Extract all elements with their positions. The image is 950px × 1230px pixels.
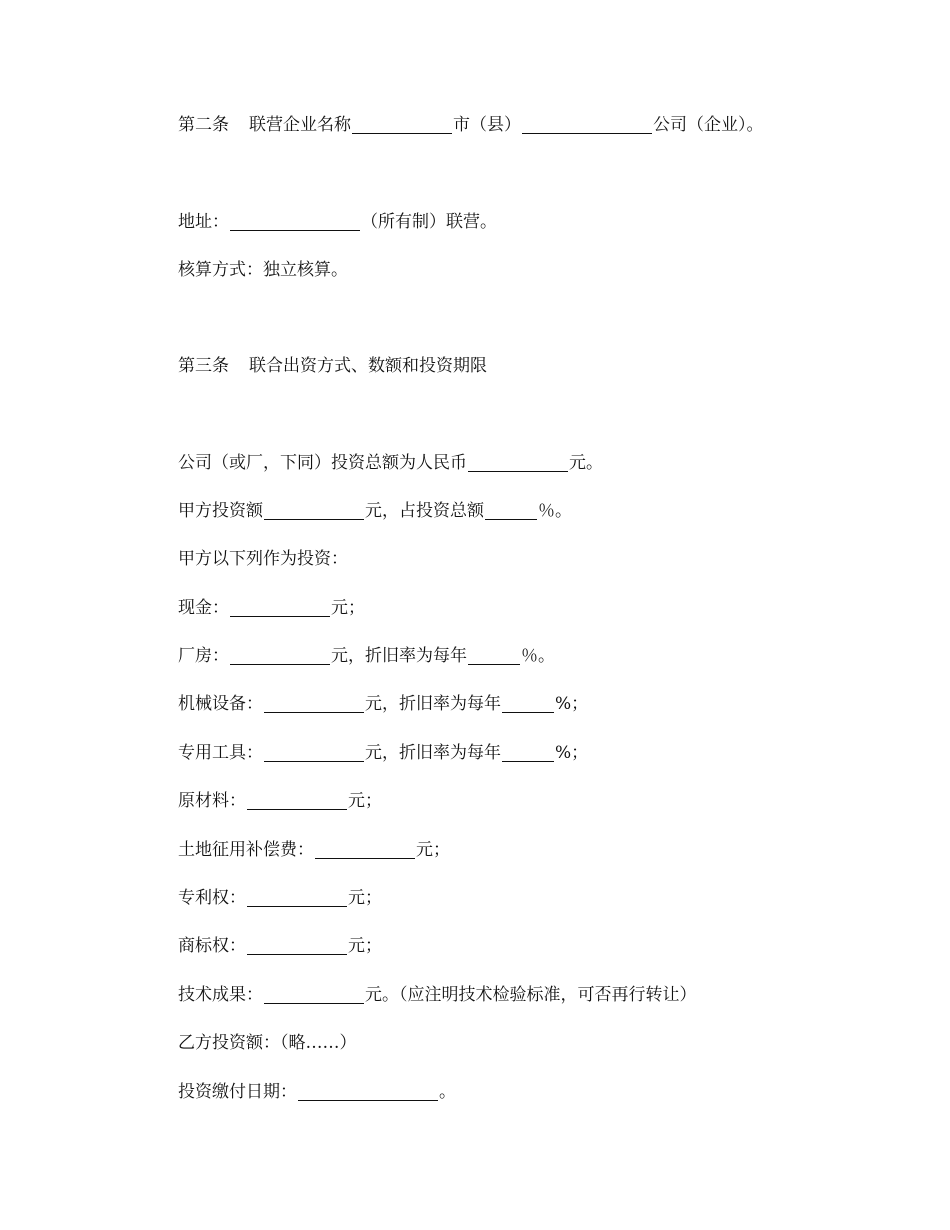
materials-suffix: 元； — [348, 791, 382, 811]
article3-title: 联合出资方式、数额和投资期限 — [249, 356, 487, 376]
tools-suffix: %； — [555, 743, 589, 763]
cash-label: 现金： — [178, 598, 229, 618]
plant-amount-blank[interactable] — [230, 647, 330, 665]
trademark-suffix: 元； — [348, 936, 382, 956]
trademark-blank[interactable] — [247, 937, 347, 955]
city-label: 市（县） — [453, 115, 521, 135]
machinery-line — [178, 692, 588, 716]
total-investment-line — [178, 451, 603, 475]
trademark-label: 商标权： — [178, 936, 246, 956]
tools-amount-blank[interactable] — [264, 744, 364, 762]
materials-label: 原材料： — [178, 791, 246, 811]
machinery-amount-blank[interactable] — [264, 695, 364, 713]
company-name-blank[interactable] — [522, 116, 652, 134]
technology-label: 技术成果： — [178, 985, 263, 1005]
party-a-mid: 元，占投资总额 — [365, 501, 484, 521]
address-label: 地址： — [178, 212, 229, 232]
article2-heading: 第二条 — [178, 115, 229, 135]
technology-blank[interactable] — [264, 986, 364, 1004]
party-a-investment-line — [178, 499, 572, 523]
party-a-amount-blank[interactable] — [264, 502, 364, 520]
payment-date-suffix: 。 — [439, 1082, 456, 1102]
company-label: 公司（企业）。 — [653, 115, 764, 135]
cash-line — [178, 596, 365, 620]
machinery-label: 机械设备： — [178, 694, 263, 714]
tools-line — [178, 741, 588, 765]
city-name-blank[interactable] — [352, 116, 452, 134]
patent-line — [178, 886, 382, 910]
plant-label: 厂房： — [178, 646, 229, 666]
party-a-list-line — [178, 547, 348, 571]
patent-label: 专利权： — [178, 888, 246, 908]
cash-suffix: 元； — [331, 598, 365, 618]
land-line — [178, 838, 450, 862]
materials-line — [178, 789, 382, 813]
total-investment-prefix: 公司（或厂，下同）投资总额为人民币 — [178, 453, 467, 473]
party-a-percent-blank[interactable] — [485, 502, 537, 520]
address-blank[interactable] — [230, 213, 360, 231]
party-b-text: 乙方投资额：（略……） — [178, 1033, 357, 1053]
machinery-rate-blank[interactable] — [502, 695, 554, 713]
cash-blank[interactable] — [230, 599, 330, 617]
article3-line — [178, 354, 487, 378]
tools-mid: 元，折旧率为每年 — [365, 743, 501, 763]
technology-line — [178, 983, 697, 1007]
trademark-line — [178, 934, 382, 958]
total-investment-blank[interactable] — [468, 454, 568, 472]
patent-blank[interactable] — [247, 889, 347, 907]
enterprise-name-label: 联营企业名称 — [249, 115, 351, 135]
payment-date-line — [178, 1080, 456, 1104]
machinery-suffix: %； — [555, 694, 589, 714]
plant-suffix: ％。 — [521, 646, 555, 666]
party-a-suffix: ％。 — [538, 501, 572, 521]
article2-line — [178, 113, 764, 137]
accounting-line — [178, 258, 348, 282]
land-suffix: 元； — [416, 840, 450, 860]
land-blank[interactable] — [315, 841, 415, 859]
technology-suffix: 元。（应注明技术检验标准，可否再行转让） — [365, 985, 697, 1005]
tools-label: 专用工具： — [178, 743, 263, 763]
plant-mid: 元，折旧率为每年 — [331, 646, 467, 666]
article3-heading: 第三条 — [178, 356, 229, 376]
total-investment-suffix: 元。 — [569, 453, 603, 473]
plant-rate-blank[interactable] — [468, 647, 520, 665]
land-label: 土地征用补偿费： — [178, 840, 314, 860]
payment-date-blank[interactable] — [298, 1083, 438, 1101]
party-a-list-text: 甲方以下列作为投资： — [178, 549, 348, 569]
party-b-line — [178, 1031, 357, 1055]
address-suffix: （所有制）联营。 — [361, 212, 497, 232]
accounting-text: 核算方式：独立核算。 — [178, 260, 348, 280]
materials-blank[interactable] — [247, 792, 347, 810]
payment-date-label: 投资缴付日期： — [178, 1082, 297, 1102]
tools-rate-blank[interactable] — [502, 744, 554, 762]
address-line — [178, 210, 497, 234]
party-a-prefix: 甲方投资额 — [178, 501, 263, 521]
machinery-mid: 元，折旧率为每年 — [365, 694, 501, 714]
plant-line — [178, 644, 555, 668]
patent-suffix: 元； — [348, 888, 382, 908]
